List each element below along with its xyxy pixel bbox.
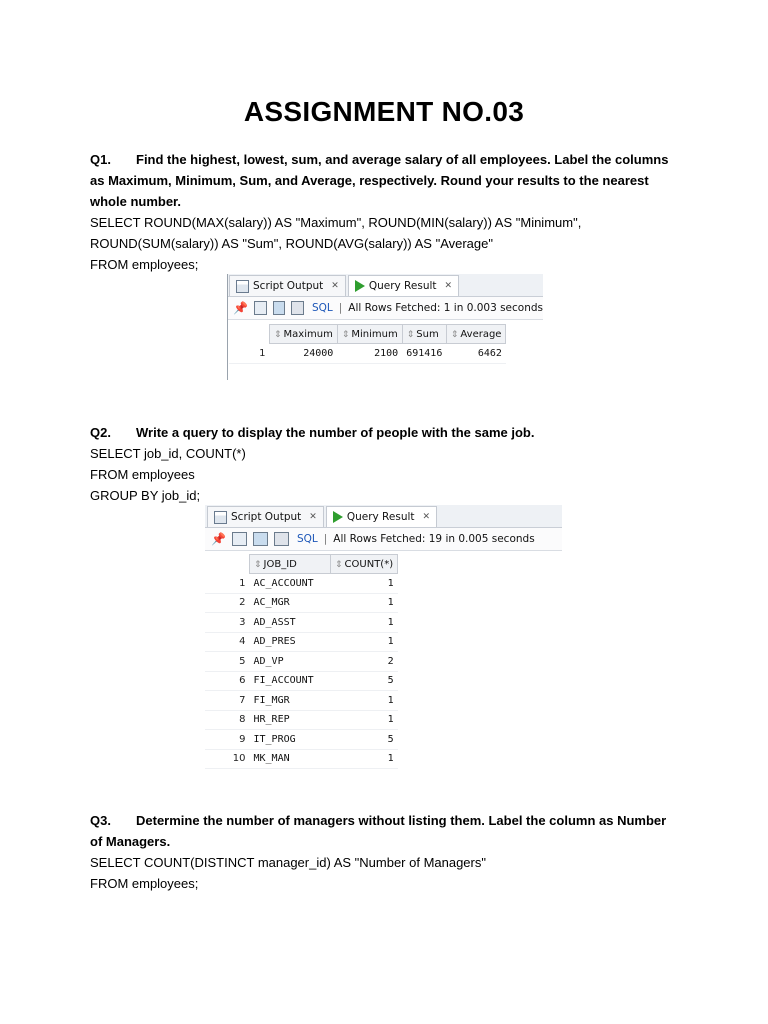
q2-result-grid xyxy=(205,554,398,769)
q1-result-grid xyxy=(229,324,506,364)
sort-arrows-icon: ⇕ xyxy=(254,559,262,570)
question-1-sql-line-3: FROM employees; xyxy=(90,257,199,272)
column-header[interactable]: ⇕ Minimum xyxy=(337,325,402,344)
pin-icon[interactable]: 📌 xyxy=(211,532,226,546)
row-number: 3 xyxy=(205,613,250,633)
refresh-icon[interactable] xyxy=(273,301,286,315)
table-row[interactable] xyxy=(205,691,398,711)
column-header[interactable]: ⇕ Sum xyxy=(402,325,446,344)
table-row[interactable] xyxy=(205,671,398,691)
cell-job-id[interactable]: AC_MGR xyxy=(250,593,331,613)
sql-link[interactable]: SQL xyxy=(296,533,318,545)
close-icon[interactable]: ✕ xyxy=(309,512,317,522)
tab-script-output-label: Script Output xyxy=(253,280,324,292)
table-row[interactable] xyxy=(205,593,398,613)
table-row[interactable] xyxy=(205,574,398,594)
question-3-sql-line-2: FROM employees; xyxy=(90,876,199,891)
cell-sum[interactable]: 691416 xyxy=(402,344,446,364)
pin-icon[interactable]: 📌 xyxy=(233,301,248,315)
tab-script-output[interactable] xyxy=(229,275,346,296)
cell-count[interactable]: 1 xyxy=(331,613,398,633)
column-header[interactable]: ⇕ COUNT(*) xyxy=(331,555,398,574)
tab-query-result-label: Query Result xyxy=(346,511,415,523)
cell-count[interactable]: 1 xyxy=(331,593,398,613)
row-number: 8 xyxy=(205,710,250,730)
q2-result-tabs xyxy=(205,505,562,528)
sort-arrows-icon: ⇕ xyxy=(335,559,343,570)
table-row[interactable] xyxy=(229,344,506,364)
panel-left-border xyxy=(227,274,228,380)
cell-job-id[interactable]: AD_VP xyxy=(250,652,331,672)
cell-minimum[interactable]: 2100 xyxy=(337,344,402,364)
row-number: 9 xyxy=(205,730,250,750)
table-row[interactable] xyxy=(205,613,398,633)
cell-job-id[interactable]: FI_ACCOUNT xyxy=(250,671,331,691)
page-title: ASSIGNMENT NO.03 xyxy=(243,96,525,127)
run-query-icon xyxy=(355,280,365,292)
close-icon[interactable]: ✕ xyxy=(422,512,431,522)
column-header[interactable]: ⇕ Maximum xyxy=(270,325,338,344)
cell-count[interactable]: 2 xyxy=(331,652,398,672)
question-3-number: Q3. xyxy=(90,813,111,828)
cell-job-id[interactable]: MK_MAN xyxy=(250,749,331,769)
export-icon[interactable] xyxy=(291,301,304,315)
q1-result-panel xyxy=(227,274,543,380)
table-row[interactable] xyxy=(205,710,398,730)
tab-query-result[interactable] xyxy=(348,275,459,296)
row-number-header xyxy=(229,325,270,344)
toolbar-separator: | xyxy=(323,533,328,545)
toolbar-separator: | xyxy=(338,302,343,314)
question-3 xyxy=(90,810,680,894)
cell-count[interactable]: 1 xyxy=(331,574,398,594)
q1-result-toolbar xyxy=(227,297,543,320)
question-2-text: Write a query to display the number of people with the same job. xyxy=(136,425,535,440)
sort-arrows-icon: ⇕ xyxy=(450,329,459,340)
q2-result-rows xyxy=(205,574,398,769)
column-header[interactable]: ⇕ Average xyxy=(446,325,506,344)
question-3-sql-line-1: SELECT COUNT(DISTINCT manager_id) AS "Number of Managers" xyxy=(90,855,486,870)
cell-count[interactable]: 5 xyxy=(331,671,398,691)
refresh-icon[interactable] xyxy=(253,532,268,546)
cell-maximum[interactable]: 24000 xyxy=(270,344,338,364)
row-number: 5 xyxy=(205,652,250,672)
question-1 xyxy=(90,149,680,275)
row-number: 6 xyxy=(205,671,250,691)
question-1-prompt xyxy=(90,149,680,212)
cell-count[interactable]: 1 xyxy=(331,710,398,730)
cell-job-id[interactable]: AD_ASST xyxy=(250,613,331,633)
question-2-sql-line-1: SELECT job_id, COUNT(*) xyxy=(90,446,246,461)
close-icon[interactable]: ✕ xyxy=(444,281,453,291)
cell-average[interactable]: 6462 xyxy=(446,344,506,364)
table-row[interactable] xyxy=(205,749,398,769)
question-2 xyxy=(90,422,680,506)
cell-job-id[interactable]: AC_ACCOUNT xyxy=(250,574,331,594)
row-number-header xyxy=(205,555,250,574)
fetch-status: All Rows Fetched: 1 in 0.003 seconds xyxy=(348,302,544,314)
script-output-icon xyxy=(214,511,227,524)
print-icon[interactable] xyxy=(232,532,247,546)
cell-count[interactable]: 1 xyxy=(331,749,398,769)
question-1-number: Q1. xyxy=(90,152,111,167)
question-2-sql-line-3: GROUP BY job_id; xyxy=(90,488,201,503)
tab-script-output-label: Script Output xyxy=(231,511,302,523)
question-2-number: Q2. xyxy=(90,425,111,440)
table-row[interactable] xyxy=(205,730,398,750)
q2-result-toolbar xyxy=(205,528,562,551)
q1-result-tabs xyxy=(227,274,543,297)
table-row[interactable] xyxy=(205,632,398,652)
tab-query-result[interactable] xyxy=(326,506,437,527)
cell-count[interactable]: 5 xyxy=(331,730,398,750)
export-icon[interactable] xyxy=(274,532,289,546)
question-2-sql-line-2: FROM employees xyxy=(90,467,195,482)
tab-script-output[interactable] xyxy=(207,506,324,527)
row-number: 2 xyxy=(205,593,250,613)
row-number: 1 xyxy=(205,574,250,594)
cell-job-id[interactable]: HR_REP xyxy=(250,710,331,730)
cell-job-id[interactable]: IT_PROG xyxy=(250,730,331,750)
question-1-text: Find the highest, lowest, sum, and average salary of all employees. Label the columns as Maximum, Minimum, Sum, and Average, respectively. Round your results to the nearest whole number. xyxy=(90,152,669,209)
cell-count[interactable]: 1 xyxy=(331,632,398,652)
sort-arrows-icon: ⇕ xyxy=(274,329,282,340)
print-icon[interactable] xyxy=(254,301,267,315)
row-number: 1 xyxy=(229,344,270,364)
q2-result-panel xyxy=(205,505,562,770)
row-number: 4 xyxy=(205,632,250,652)
run-query-icon xyxy=(333,511,343,523)
row-number: 7 xyxy=(205,691,250,711)
sql-link[interactable]: SQL xyxy=(311,302,333,314)
fetch-status: All Rows Fetched: 19 in 0.005 seconds xyxy=(333,533,535,545)
close-icon[interactable]: ✕ xyxy=(331,281,339,291)
table-row[interactable] xyxy=(205,652,398,672)
cell-count[interactable]: 1 xyxy=(331,691,398,711)
sort-arrows-icon: ⇕ xyxy=(406,329,415,340)
tab-query-result-label: Query Result xyxy=(368,280,437,292)
row-number: 10 xyxy=(205,749,250,769)
cell-job-id[interactable]: FI_MGR xyxy=(250,691,331,711)
question-1-sql-line-1: SELECT ROUND(MAX(salary)) AS "Maximum", ROUND(MIN(salary)) AS "Minimum", xyxy=(90,215,582,230)
question-3-prompt xyxy=(90,810,680,852)
cell-job-id[interactable]: AD_PRES xyxy=(250,632,331,652)
script-output-icon xyxy=(236,280,249,293)
question-2-prompt xyxy=(90,422,680,443)
sort-arrows-icon: ⇕ xyxy=(341,329,350,340)
question-3-text: Determine the number of managers without listing them. Label the column as Number of Managers. xyxy=(90,813,667,849)
column-header[interactable]: ⇕ JOB_ID xyxy=(250,555,331,574)
question-1-sql-line-2: ROUND(SUM(salary)) AS "Sum", ROUND(AVG(salary)) AS "Average" xyxy=(90,236,493,251)
